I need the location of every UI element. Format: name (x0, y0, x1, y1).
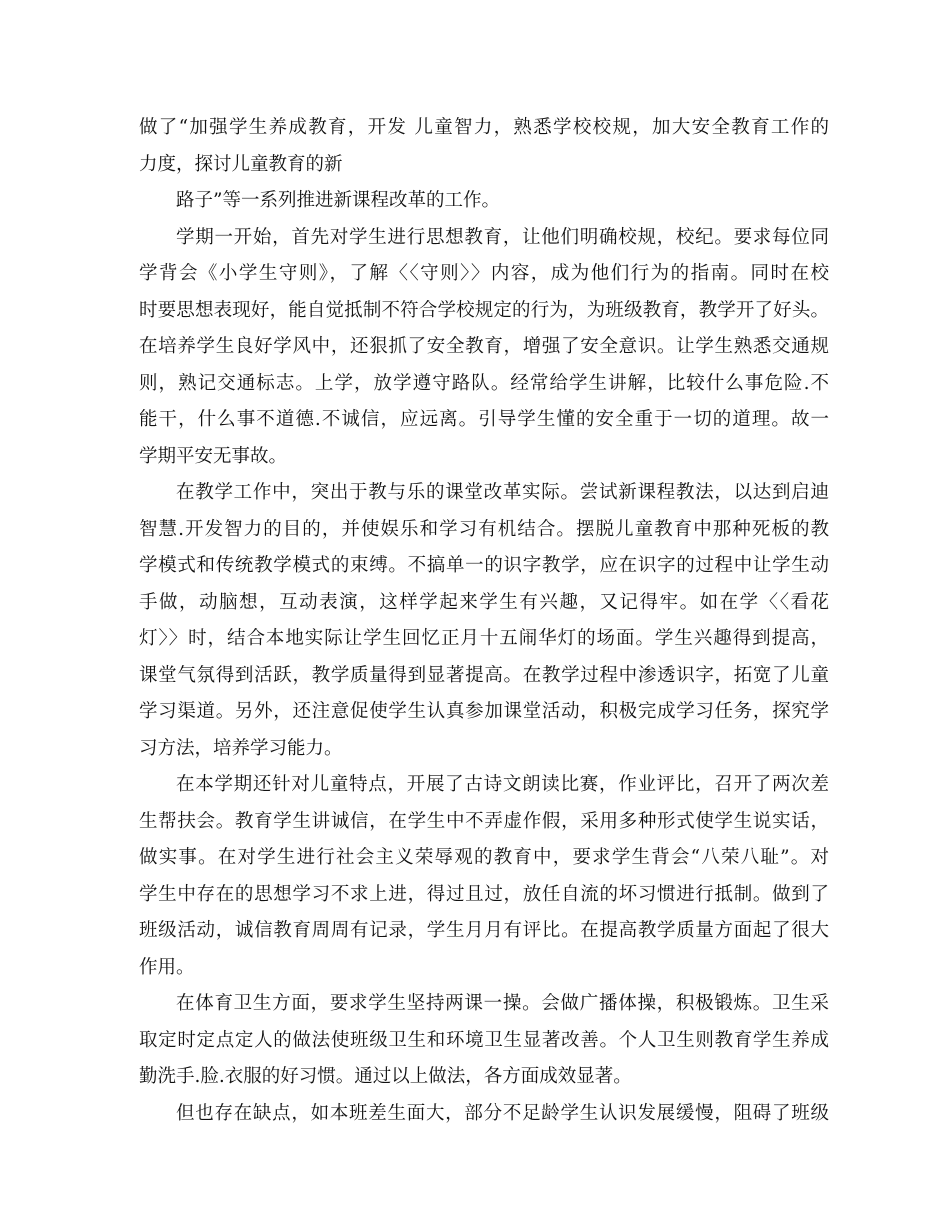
text-line: 学习渠道。另外，还注意促使学生认真参加课堂活动，积极完成学习任务，探究学 (139, 701, 829, 722)
text-line: 学生中存在的思想学习不求上进，得过且过，放任自流的坏习惯进行抵制。做到了 (139, 883, 829, 905)
text-line: 但也存在缺点，如本班差生面大，部分不足龄学生认识发展缓慢，阻碍了班级 (176, 1102, 829, 1124)
text-line: 课堂气氛得到活跃，教学质量得到显著提高。在教学过程中渗透识字，拓宽了儿童 (139, 664, 829, 686)
text-line: 则，熟记交通标志。上学，放学遵守路队。经常给学生讲解，比较什么事危险.不 (139, 372, 829, 394)
text-line: 在教学工作中，突出于教与乐的课堂改革实际。尝试新课程教法，以达到启迪 (176, 482, 829, 503)
text-line: 做实事。在对学生进行社会主义荣辱观的教育中，要求学生背会“八荣八耻”。对 (139, 847, 829, 868)
document-body (139, 110, 829, 1132)
text-line: 时要思想表现好，能自觉抵制不符合学校规定的行为，为班级教育，教学开了好头。 (139, 299, 829, 321)
text-line: 勤洗手.脸.衣服的好习惯。通过以上做法，各方面成效显著。 (139, 1066, 632, 1087)
text-line: 智慧.开发智力的目的，并使娱乐和学习有机结合。摆脱儿童教育中那种死板的教 (139, 518, 829, 540)
text-line: 学背会《小学生守则》，了解〈〈守则〉〉内容，成为他们行为的指南。同时在校 (139, 263, 829, 284)
text-line: 取定时定点定人的做法使班级卫生和环境卫生显著改善。个人卫生则教育学生养成 (139, 1029, 829, 1051)
text-line: 力度，探讨儿童教育的新 (139, 153, 343, 175)
text-line: 灯〉〉时，结合本地实际让学生回忆正月十五闹华灯的场面。学生兴趣得到提高， (139, 628, 829, 649)
text-line: 班级活动，诚信教育周周有记录，学生月月有评比。在提高教学质量方面起了很大 (139, 920, 829, 941)
text-line: 作用。 (139, 956, 195, 978)
text-line: 做了“加强学生养成教育，开发 儿童智力，熟悉学校校规，加大安全教育工作的 (139, 117, 829, 138)
text-line: 能干，什么事不道德.不诚信，应远离。引导学生懂的安全重于一切的道理。故一 (139, 409, 829, 430)
text-line: 在体育卫生方面，要求学生坚持两课一操。会做广播体操，积极锻炼。卫生采 (176, 993, 829, 1014)
text-line: 路子”等一系列推进新课程改革的工作。 (176, 190, 500, 211)
text-line: 习方法，培养学习能力。 (139, 737, 343, 759)
text-line: 学期一开始，首先对学生进行思想教育，让他们明确校规，校纪。要求每位同 (176, 226, 829, 248)
text-line: 在本学期还针对儿童特点，开展了古诗文朗读比赛，作业评比，召开了两次差 (176, 774, 829, 795)
text-line: 生帮扶会。教育学生讲诚信，在学生中不弄虚作假，采用多种形式使学生说实话， (139, 810, 829, 832)
text-line: 学期平安无事故。 (139, 445, 288, 467)
text-line: 在培养学生良好学风中，还狠抓了安全教育，增强了安全意识。让学生熟悉交通规 (139, 336, 829, 357)
text-line: 学模式和传统教学模式的束缚。不搞单一的识字教学，应在识字的过程中让学生动 (139, 555, 829, 576)
text-line: 手做，动脑想，互动表演，这样学起来学生有兴趣，又记得牢。如在学〈〈看花 (139, 591, 829, 613)
